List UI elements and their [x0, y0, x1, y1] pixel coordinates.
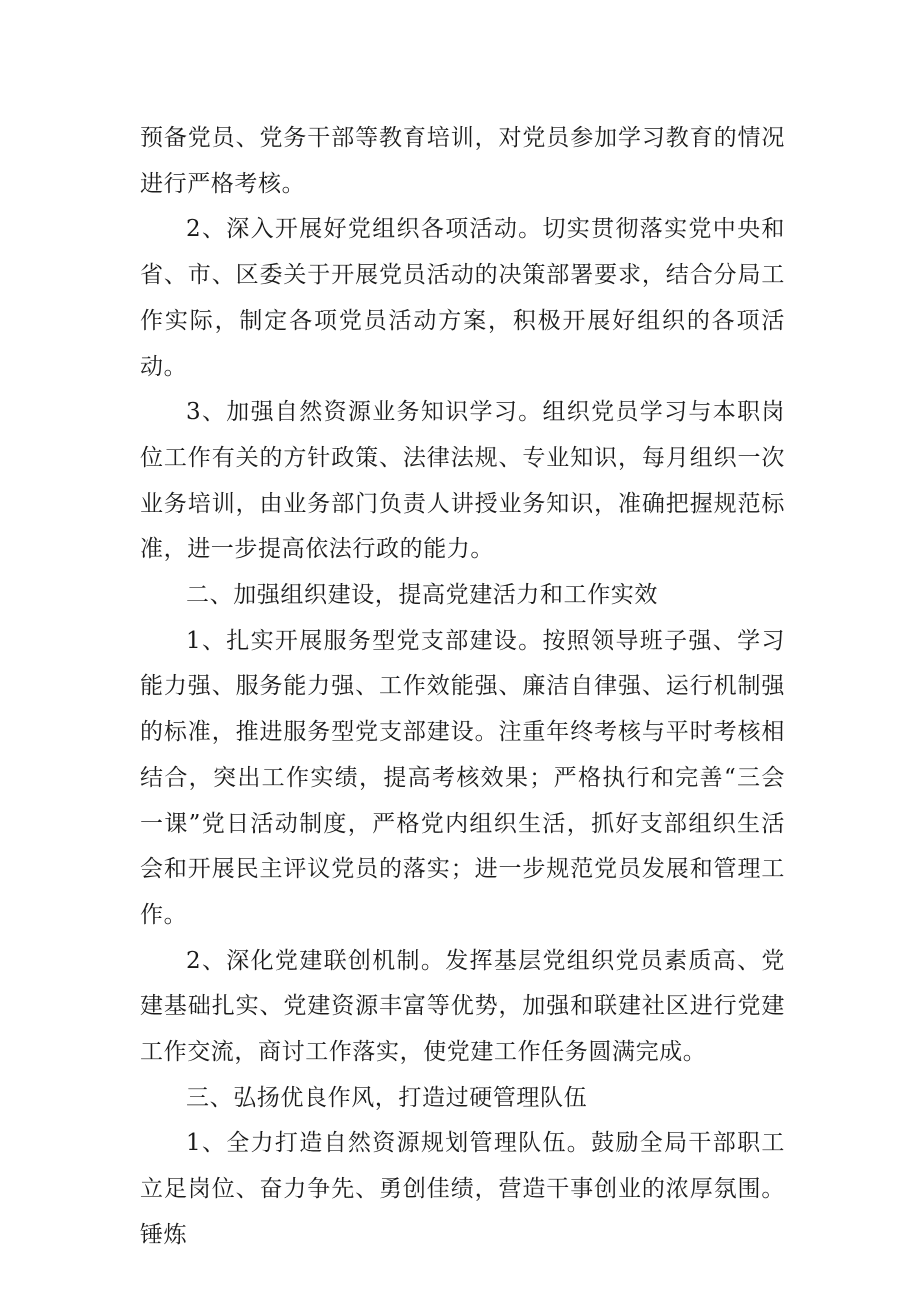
document-body — [140, 116, 785, 1259]
paragraph-joint-mechanism: 2、深化党建联创机制。发挥基层党组织党员素质高、党建基础扎实、党建资源丰富等优势，加强和联建社区进行党建工作交流，商讨工作落实，使党建工作任务圆满完成。 — [140, 947, 785, 1066]
paragraph-management-team: 1、全力打造自然资源规划管理队伍。鼓励全局干部职工立足岗位、奋力争先、勇创佳绩，营造干事创业的浓厚氛围。锤炼 — [140, 1130, 785, 1248]
paragraph-knowledge-study: 3、加强自然资源业务知识学习。组织党员学习与本职岗位工作有关的方针政策、法律法规、专业知识，每月组织一次业务培训，由业务部门负责人讲授业务知识，准确把握规范标准，进一步提高依法行政的能力。 — [140, 399, 785, 563]
paragraph-activities: 2、深入开展好党组织各项活动。切实贯彻落实党中央和省、市、区委关于开展党员活动的决策部署要求，结合分局工作实际，制定各项党员活动方案，积极开展好组织的各项活动。 — [140, 216, 785, 380]
section-heading-workstyle: 三、弘扬优良作风，打造过硬管理队伍 — [186, 1084, 588, 1111]
paragraph-service-branch: 1、扎实开展服务型党支部建设。按照领导班子强、学习能力强、服务能力强、工作效能强、廉洁自律强、运行机制强的标准，推进服务型党支部建设。注重年终考核与平时考核相结合，突出工作实绩，提高考核效果；严格执行和完善“三会一课”党日活动制度，严格党内组织生活，抓好支部组织生活会和开展民主评议党员的落实；进一步规范党员发展和管理工作。 — [140, 627, 785, 928]
section-heading-organization: 二、加强组织建设，提高党建活力和工作实效 — [186, 582, 658, 609]
paragraph-continuation: 预备党员、党务干部等教育培训，对党员参加学习教育的情况进行严格考核。 — [140, 125, 785, 197]
